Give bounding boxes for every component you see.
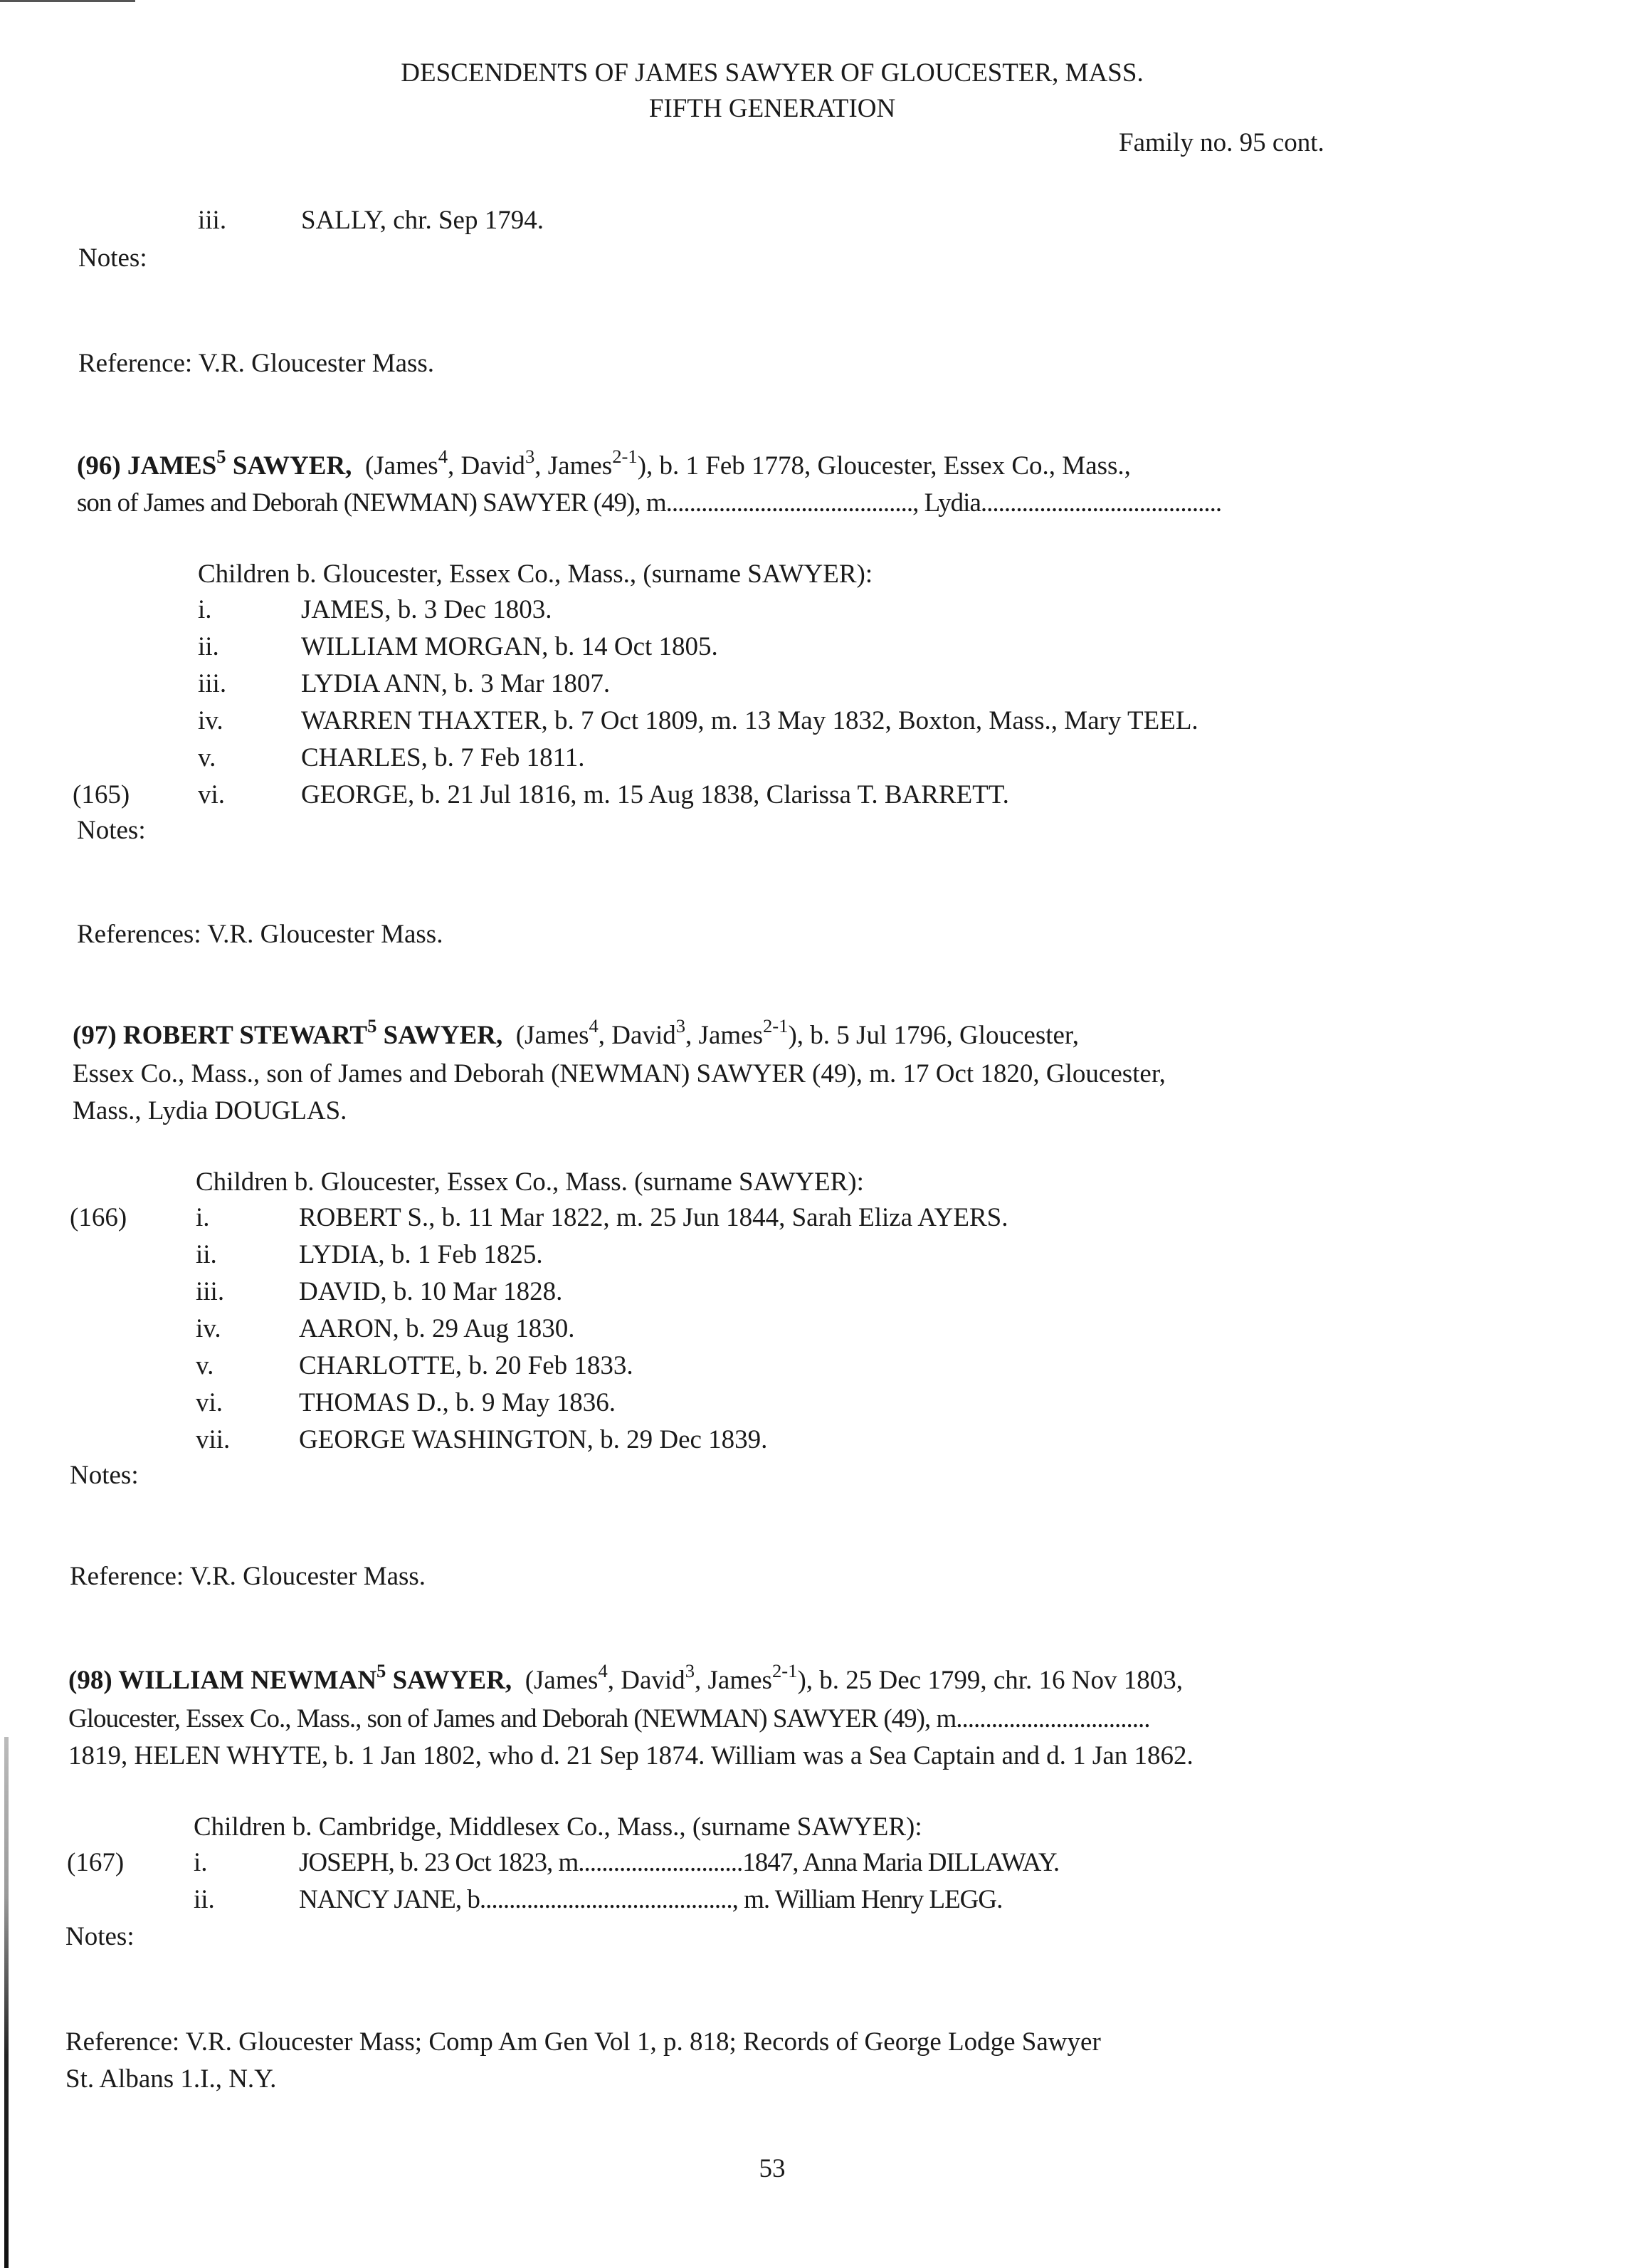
f98-reference-continued: St. Albans 1.I., N.Y. xyxy=(65,2064,277,2094)
scan-edge-top xyxy=(0,0,135,2)
f98-notes-label: Notes: xyxy=(65,1922,135,1951)
f96-child-number: vi. xyxy=(198,780,226,809)
f98-child-text: NANCY JANE, b..........................................., m. William Henry LEGG. xyxy=(299,1885,1003,1914)
f96-child-ref: (165) xyxy=(73,780,130,809)
f98-reference: Reference: V.R. Gloucester Mass; Comp Am Gen Vol 1, p. 818; Records of George Lodge Sawyer xyxy=(65,2027,1101,2057)
f96-child-text: CHARLES, b. 7 Feb 1811. xyxy=(301,743,585,772)
f95-child-number: iii. xyxy=(198,206,227,235)
f97-birth: ), b. 5 Jul 1796, Gloucester, xyxy=(788,1021,1080,1050)
f98-generation: 5 xyxy=(376,1660,386,1682)
f97-child-number: v. xyxy=(196,1351,214,1380)
f97-child-text: CHARLOTTE, b. 20 Feb 1833. xyxy=(299,1351,633,1380)
f97-child-text: AARON, b. 29 Aug 1830. xyxy=(299,1314,575,1343)
f97-child-number: iv. xyxy=(196,1314,221,1343)
f96-lineage-sup-3: 2-1 xyxy=(612,446,638,468)
f98-child-text: JOSEPH, b. 23 Oct 1823, m............................1847, Anna Maria DILLAWAY. xyxy=(299,1848,1060,1877)
f97-child-text: ROBERT S., b. 11 Mar 1822, m. 25 Jun 1844, Sarah Eliza AYERS. xyxy=(299,1203,1008,1232)
f98-child-ref: (167) xyxy=(67,1848,125,1877)
f96-child-number: i. xyxy=(198,595,212,624)
f97-notes-label: Notes: xyxy=(70,1461,139,1490)
f96-surname: SAWYER, xyxy=(226,451,352,481)
page-title: DESCENDENTS OF JAMES SAWYER OF GLOUCESTER, MASS. xyxy=(401,58,1144,88)
f98-spouse-line: 1819, HELEN WHYTE, b. 1 Jan 1802, who d. 21 Sep 1874. William was a Sea Captain and d. 1 Jan 1862. xyxy=(68,1741,1194,1770)
f98-lineage-1: (James xyxy=(525,1666,599,1695)
f96-birth: ), b. 1 Feb 1778, Gloucester, Essex Co., Mass., xyxy=(637,451,1131,481)
f97-name: (97) ROBERT STEWART xyxy=(73,1021,368,1050)
f97-lineage-2: , David xyxy=(598,1021,676,1050)
f97-child-text: DAVID, b. 10 Mar 1828. xyxy=(299,1277,563,1306)
f97-lineage-3: , James xyxy=(685,1021,763,1050)
f96-lineage-2: , David xyxy=(448,451,525,481)
f95-child-text: SALLY, chr. Sep 1794. xyxy=(301,206,544,235)
f97-lineage-sup-2: 3 xyxy=(675,1015,686,1037)
f97-child-number: vi. xyxy=(196,1388,223,1417)
f96-generation: 5 xyxy=(216,446,226,468)
f97-spouse-line: Mass., Lydia DOUGLAS. xyxy=(73,1096,347,1125)
f97-heading xyxy=(73,1015,1080,1054)
f97-reference: Reference: V.R. Gloucester Mass. xyxy=(70,1562,426,1591)
f96-name: (96) JAMES xyxy=(77,451,217,481)
f97-child-ref: (166) xyxy=(70,1203,127,1232)
f98-lineage-2: , David xyxy=(607,1666,685,1695)
f96-child-text: WILLIAM MORGAN, b. 14 Oct 1805. xyxy=(301,632,718,661)
f97-surname: SAWYER, xyxy=(376,1021,503,1050)
f97-child-number: vii. xyxy=(196,1425,231,1454)
f96-lineage-3: , James xyxy=(534,451,613,481)
f96-child-text: JAMES, b. 3 Dec 1803. xyxy=(301,595,552,624)
f95-reference: Reference: V.R. Gloucester Mass. xyxy=(78,349,435,378)
f98-surname: SAWYER, xyxy=(386,1666,512,1695)
f97-lineage-1: (James xyxy=(515,1021,589,1050)
f97-child-number: ii. xyxy=(196,1240,217,1269)
f96-child-number: iv. xyxy=(198,706,223,735)
f98-parents-line: Gloucester, Essex Co., Mass., son of James and Deborah (NEWMAN) SAWYER (49), m................................. xyxy=(68,1704,1150,1733)
f98-child-number: ii. xyxy=(194,1885,215,1914)
f98-child-number: i. xyxy=(194,1848,208,1877)
f96-child-text: GEORGE, b. 21 Jul 1816, m. 15 Aug 1838, Clarissa T. BARRETT. xyxy=(301,780,1009,809)
f98-name: (98) WILLIAM NEWMAN xyxy=(68,1666,377,1695)
f96-child-number: ii. xyxy=(198,632,219,661)
f97-child-text: THOMAS D., b. 9 May 1836. xyxy=(299,1388,616,1417)
f96-heading xyxy=(77,448,1131,484)
f96-child-number: iii. xyxy=(198,669,227,698)
f96-parents-line: son of James and Deborah (NEWMAN) SAWYER (49), m.........................................., Lydia......................................... xyxy=(77,488,1222,518)
f96-lineage-1: (James xyxy=(364,451,438,481)
family-continuation: Family no. 95 cont. xyxy=(1119,128,1324,157)
f96-reference: References: V.R. Gloucester Mass. xyxy=(77,920,443,949)
f96-lineage-sup-1: 4 xyxy=(438,446,448,468)
f98-lineage-3: , James xyxy=(695,1666,772,1695)
f97-lineage-sup-3: 2-1 xyxy=(762,1015,789,1037)
f97-lineage-sup-1: 4 xyxy=(589,1015,599,1037)
f98-lineage-sup-2: 3 xyxy=(685,1660,695,1682)
f97-child-number: i. xyxy=(196,1203,210,1232)
f97-parents-line: Essex Co., Mass., son of James and Deborah (NEWMAN) SAWYER (49), m. 17 Oct 1820, Gloucester, xyxy=(73,1059,1166,1088)
f96-lineage-sup-2: 3 xyxy=(525,446,535,468)
f97-generation: 5 xyxy=(367,1015,377,1037)
f98-birth: ), b. 25 Dec 1799, chr. 16 Nov 1803, xyxy=(797,1666,1183,1695)
f95-notes-label: Notes: xyxy=(78,243,147,273)
f98-lineage-sup-1: 4 xyxy=(598,1660,608,1682)
f96-children-intro: Children b. Gloucester, Essex Co., Mass., (surname SAWYER): xyxy=(198,560,873,589)
f97-child-number: iii. xyxy=(196,1277,225,1306)
page-number: 53 xyxy=(759,2154,786,2183)
scan-edge-left xyxy=(4,1737,9,2268)
generation-title: FIFTH GENERATION xyxy=(648,94,896,123)
f97-child-text: GEORGE WASHINGTON, b. 29 Dec 1839. xyxy=(299,1425,768,1454)
f96-notes-label: Notes: xyxy=(77,816,146,845)
f96-child-number: v. xyxy=(198,743,216,772)
f96-child-text: WARREN THAXTER, b. 7 Oct 1809, m. 13 May 1832, Boxton, Mass., Mary TEEL. xyxy=(301,706,1198,735)
f98-children-intro: Children b. Cambridge, Middlesex Co., Mass., (surname SAWYER): xyxy=(194,1812,922,1842)
f97-children-intro: Children b. Gloucester, Essex Co., Mass. (surname SAWYER): xyxy=(196,1167,864,1197)
f98-heading xyxy=(68,1660,1183,1699)
f97-child-text: LYDIA, b. 1 Feb 1825. xyxy=(299,1240,543,1269)
f98-lineage-sup-3: 2-1 xyxy=(771,1660,798,1682)
f96-child-text: LYDIA ANN, b. 3 Mar 1807. xyxy=(301,669,611,698)
